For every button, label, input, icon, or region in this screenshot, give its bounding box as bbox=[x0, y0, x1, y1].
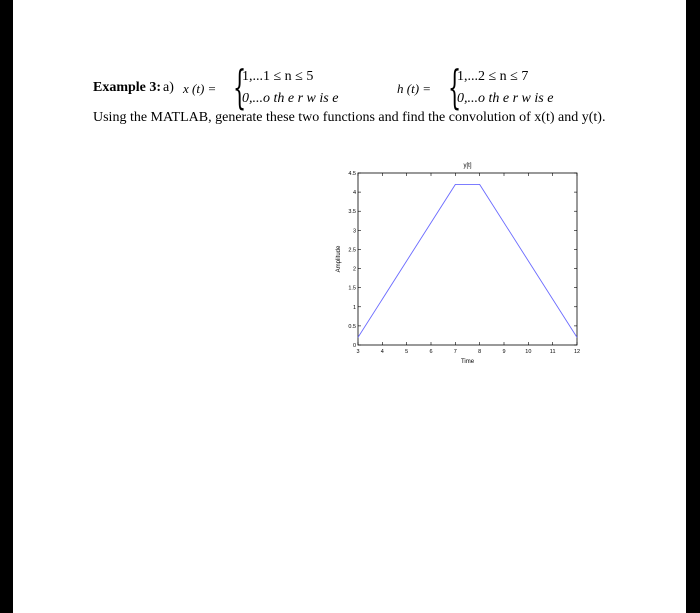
y-tick-label: 2 bbox=[352, 266, 356, 273]
document-page bbox=[13, 0, 686, 613]
h-case-2: 0,...o th e r w is e bbox=[457, 91, 554, 106]
x-tick-label: 5 bbox=[405, 349, 409, 355]
x-tick-label: 8 bbox=[478, 349, 482, 355]
x-tick-label: 4 bbox=[380, 349, 384, 355]
x-tick-label: 10 bbox=[525, 349, 532, 355]
x-tick-label: 9 bbox=[502, 349, 506, 355]
y-tick-label: 2.5 bbox=[348, 247, 356, 254]
x-axis-label: Time bbox=[460, 359, 475, 365]
convolution-chart bbox=[336, 155, 613, 370]
x-tick-label: 7 bbox=[453, 349, 457, 355]
y-tick-label: 4.5 bbox=[348, 171, 356, 177]
y-axis-label: Amplitude bbox=[336, 245, 342, 273]
h-case-1: 1,...2 ≤ n ≤ 7 bbox=[457, 69, 529, 84]
x-tick-label: 11 bbox=[549, 349, 556, 355]
h-brace: { bbox=[448, 60, 462, 114]
instruction-text: Using the MATLAB, generate these two functions and find the convolution of x(t) and y(t). bbox=[93, 110, 606, 125]
x-lhs: x (t) = bbox=[183, 81, 217, 96]
y-tick-label: 4 bbox=[352, 190, 356, 197]
y-tick-label: 0.5 bbox=[348, 323, 356, 330]
example-label: Example 3: bbox=[93, 80, 162, 95]
x-brace: { bbox=[233, 60, 247, 114]
plot-area bbox=[358, 173, 577, 345]
y-tick-label: 3 bbox=[352, 228, 356, 235]
y-tick-label: 1.5 bbox=[348, 285, 356, 292]
x-case-2: 0,...o th e r w is e bbox=[242, 91, 339, 106]
part-label: a) bbox=[163, 80, 174, 95]
h-lhs: h (t) = bbox=[397, 81, 432, 96]
x-case-1: 1,...1 ≤ n ≤ 5 bbox=[242, 69, 314, 84]
chart-title: y[t] bbox=[463, 163, 472, 169]
x-tick-label: 12 bbox=[573, 349, 581, 355]
y-tick-label: 3.5 bbox=[348, 209, 356, 216]
x-tick-label: 6 bbox=[429, 349, 433, 355]
x-tick-label: 3 bbox=[356, 349, 360, 355]
y-tick-label: 1 bbox=[352, 304, 356, 311]
y-tick-label: 0 bbox=[352, 343, 356, 349]
